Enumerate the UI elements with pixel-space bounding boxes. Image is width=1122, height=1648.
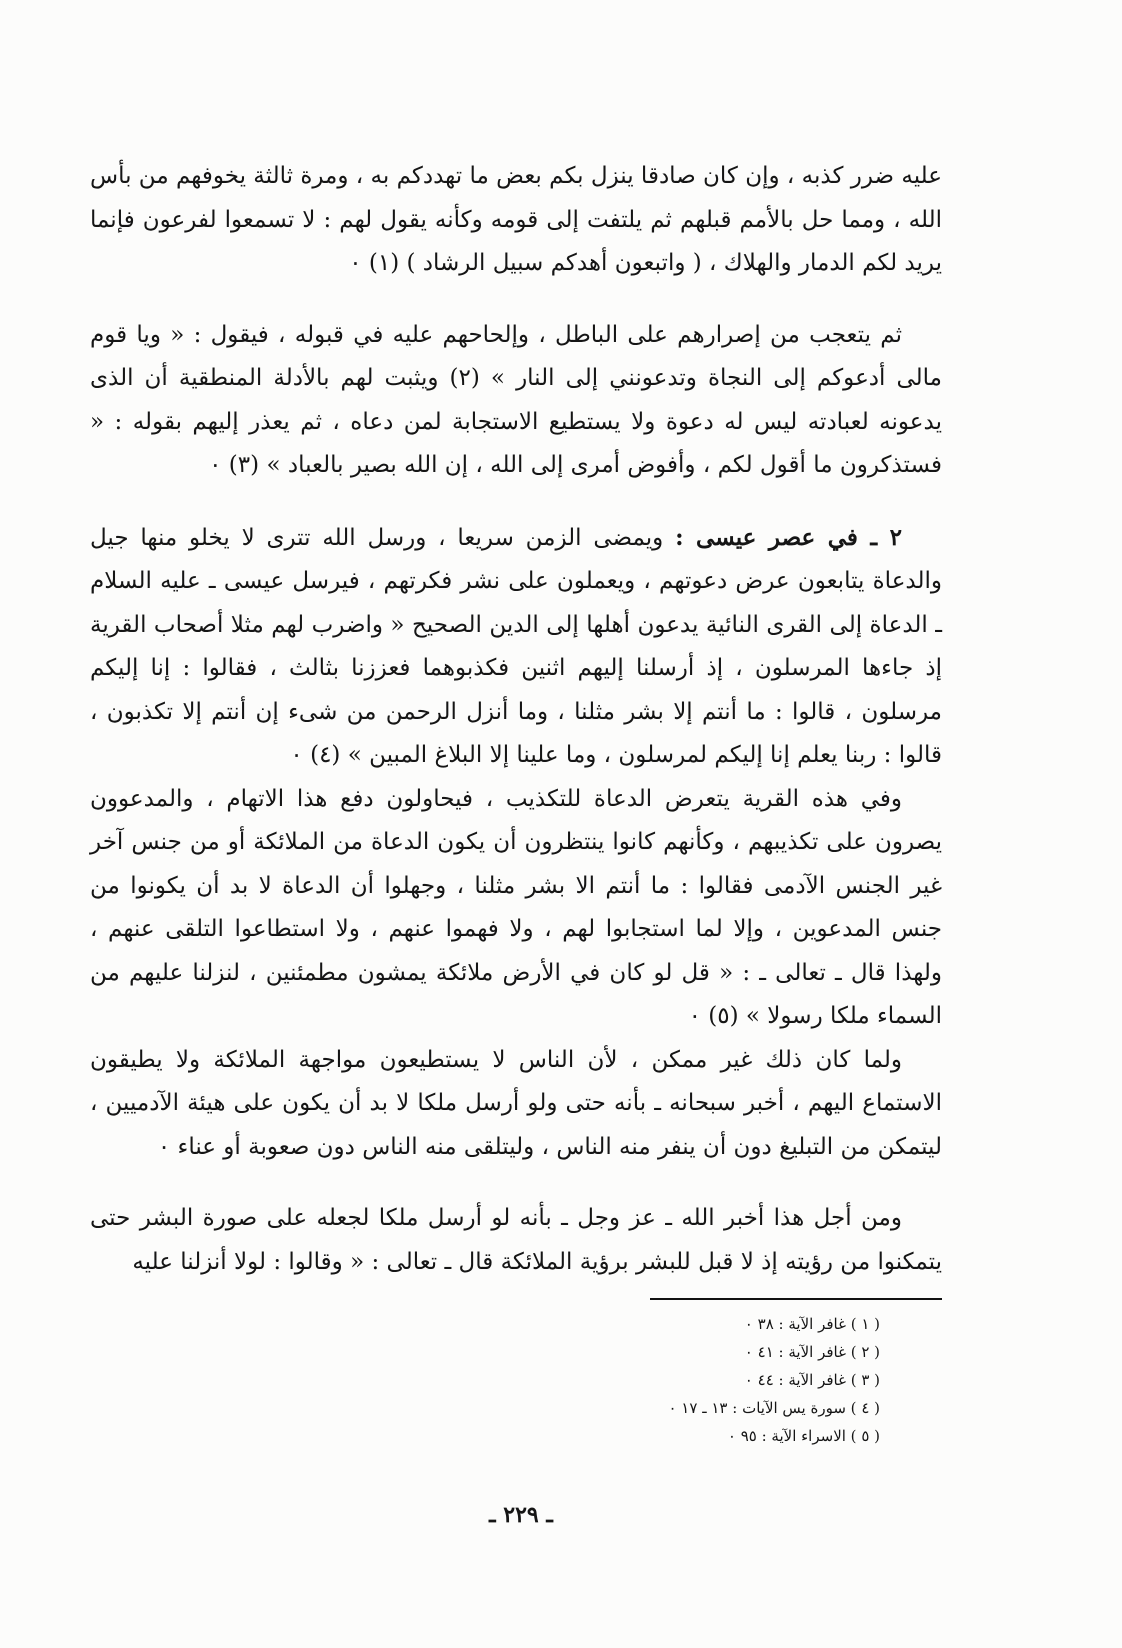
main-text <box>90 155 942 1284</box>
paragraph-4: وفي هذه القرية يتعرض الدعاة للتكذيب ، فيحاولون دفع هذا الاتهام ، والمدعوون يصرون على تكذيبهم ، وكأنهم كانوا ينتظرون أن يكون الدعاة من الملائكة أو من جنس آخر غير الجنس الآدمى فقالوا : ما أنتم الا بشر مثلنا ، وجهلوا أن الدعاة لا بد أن يكونوا من جنس المدعوين ، وإلا لما استجابوا لهم ، ولا فهموا عنهم ، ولا استطاعوا التلقى عنهم ، ولهذا قال ـ تعالى ـ : « قل لو كان في الأرض ملائكة يمشون مطمئنين ، لنزلنا عليهم من السماء ملكا رسولا » (٥) ٠ <box>90 785 942 1029</box>
footnote-5: ( ٥ ) الاسراء الآية : ٩٥ ٠ <box>727 1427 880 1445</box>
page-number: ـ ٢٢٩ ـ <box>489 1502 553 1528</box>
paragraph-gap <box>90 286 942 314</box>
paragraph-3-text: ويمضى الزمن سريعا ، ورسل الله تترى لا يخلو منها جيل والدعاة يتابعون عرض دعوتهم ، ويعملون على نشر فكرتهم ، فيرسل عيسى ـ عليه السلام ـ الدعاة إلى القرى النائية يدعون أهلها إلى الدين الصحيح « واضرب لهم مثلا أصحاب القرية إذ جاءها المرسلون ، إذ أرسلنا إليهم اثنين فكذبوهما فعززنا بثالث ، فقالوا : إنا إليكم مرسلون ، قالوا : ما أنتم إلا بشر مثلنا ، وما أنزل الرحمن من شىء إن أنتم إلا تكذبون ، قالوا : ربنا يعلم إنا إليكم لمرسلون ، وما علينا إلا البلاغ المبين » (٤) ٠ <box>90 524 942 768</box>
footnote-1: ( ١ ) غافر الآية : ٣٨ ٠ <box>744 1315 880 1333</box>
footnote-4: ( ٤ ) سورة يس الآيات : ١٣ ـ ١٧ ٠ <box>668 1399 880 1417</box>
paragraph-3 <box>90 516 942 778</box>
paragraph-1: عليه ضرر كذبه ، وإن كان صادقا ينزل بكم بعض ما تهددكم به ، ومرة ثالثة يخوفهم من بأس الله ، ومما حل بالأمم قبلهم ثم يلتفت إلى قومه وكأنه يقول لهم : لا تسمعوا لفرعون فإنما يريد لكم الدمار والهلاك ، ( واتبعون أهدكم سبيل الرشاد ) (١) ٠ <box>90 163 942 276</box>
paragraph-5: ولما كان ذلك غير ممكن ، لأن الناس لا يستطيعون مواجهة الملائكة ولا يطيقون الاستماع اليهم ، أخبر سبحانه ـ بأنه حتى ولو أرسل ملكا لا بد أن يكون على هيئة الآدميين ، ليتمكن من التبليغ دون أن ينفر منه الناس ، وليتلقى منه الناس دون صعوبة أو عناء ٠ <box>90 1046 942 1160</box>
paragraph-6: ومن أجل هذا أخبر الله ـ عز وجل ـ بأنه لو أرسل ملكا لجعله على صورة البشر حتى يتمكنوا من رؤيته إذ لا قبل للبشر برؤية الملائكة قال ـ تعالى : « وقالوا : لولا أنزلنا عليه <box>90 1205 942 1275</box>
section-heading: ٢ ـ في عصر عيسى : <box>675 523 902 551</box>
footnote-2: ( ٢ ) غافر الآية : ٤١ ٠ <box>744 1343 880 1361</box>
paragraph-gap <box>90 488 942 516</box>
footnote-3: ( ٣ ) غافر الآية : ٤٤ ٠ <box>744 1371 880 1389</box>
paragraph-2: ثم يتعجب من إصرارهم على الباطل ، وإلحاحهم عليه في قبوله ، فيقول : « ويا قوم مالى أدعوكم إلى النجاة وتدعونني إلى النار » (٢) ويثبت لهم بالأدلة المنطقية أن الذى يدعونه لعبادته ليس له دعوة ولا يستطيع الاستجابة لمن دعاه ، ثم يعذر إليهم بقوله : « فستذكرون ما أقول لكم ، وأفوض أمرى إلى الله ، إن الله بصير بالعباد » (٣) ٠ <box>90 321 942 478</box>
footnote-separator <box>650 1298 942 1300</box>
paragraph-gap <box>90 1169 942 1197</box>
footnotes <box>600 1310 880 1450</box>
